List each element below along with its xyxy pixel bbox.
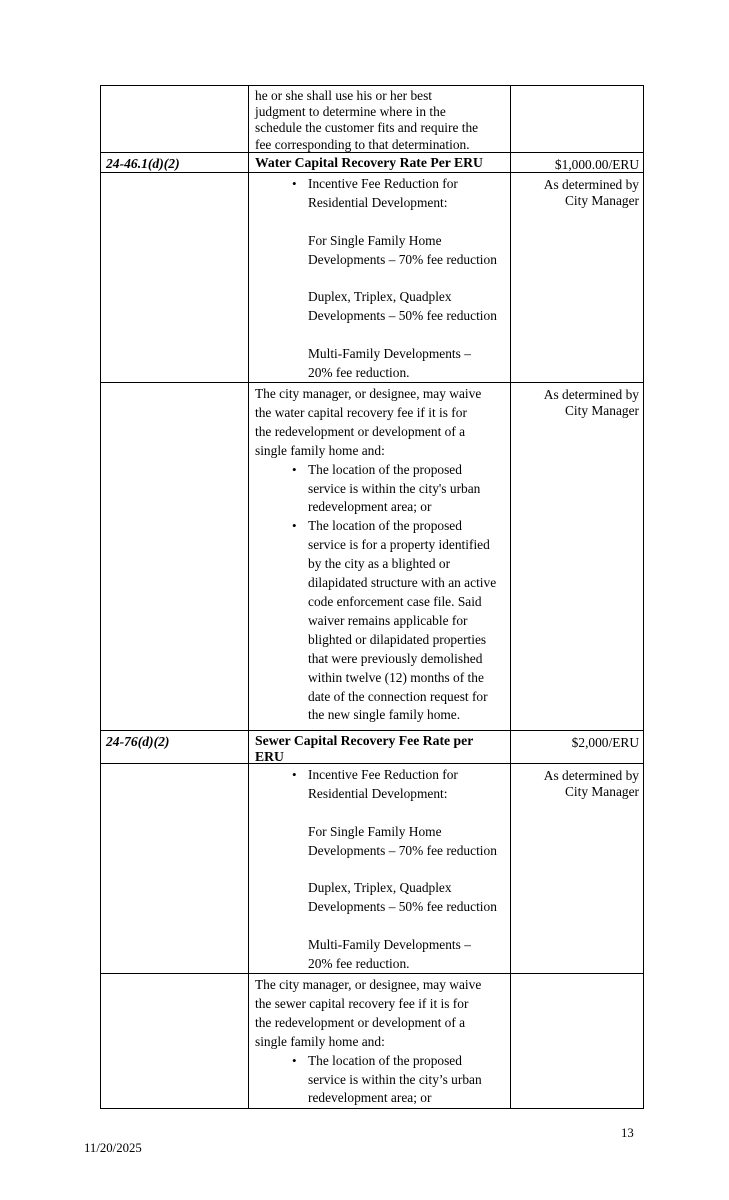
text-line: service is within the city's urban [308,480,481,496]
paragraph [308,823,507,861]
bullet-icon: • [292,176,297,191]
text-line: The city manager, or designee, may waive [255,386,482,401]
bullet-item [255,461,507,518]
text-line: Sewer Capital Recovery Fee Rate per [255,733,474,748]
bullet-item [255,517,507,725]
text-line: Residential Development: [308,785,448,801]
text-line: The location of the proposed [308,1052,462,1068]
code-cell: 24-46.1(d)(2) [101,153,249,173]
bullet-icon: • [292,767,297,782]
text-line: Multi-Family Developments – [308,346,471,362]
description-cell [249,974,511,1109]
text-line: within twelve (12) months of the [308,669,484,685]
paragraph [255,88,507,153]
text-line: The location of the proposed [308,518,462,534]
text-line: dilapidated structure with an active [308,575,497,591]
row-heading [255,155,507,171]
fee-cell [511,86,644,153]
code-cell [101,173,249,383]
text-line: the sewer capital recovery fee if it is for [255,995,469,1011]
paragraph [308,879,507,917]
text-line: ERU [255,749,284,764]
fee-value [513,735,639,751]
description-cell [249,173,511,383]
text-line: Incentive Fee Reduction for [308,176,458,191]
code-cell: 24-76(d)(2) [101,731,249,764]
text-line: the redevelopment or development of a [255,1014,466,1030]
text-line: Developments – 50% fee reduction [308,308,497,324]
description-cell [249,383,511,731]
footer-date: 11/20/2025 [84,1141,142,1155]
paragraph [255,385,507,461]
text-line: The city manager, or designee, may waive [255,977,482,992]
text-line: single family home and: [255,1033,385,1049]
text-line: by the city as a blighted or [308,556,451,572]
text-line: 20% fee reduction. [308,956,410,972]
text-line: Developments – 50% fee reduction [308,899,497,915]
text-line: Developments – 70% fee reduction [308,842,497,858]
text-line: For Single Family Home [308,823,442,839]
text-line: the redevelopment or development of a [255,423,466,439]
code-cell [101,974,249,1109]
description-cell [249,153,511,173]
bullet-icon: • [292,518,297,534]
fee-cell [511,974,644,1109]
bullet-text [308,1052,507,1109]
bullet-icon: • [292,461,297,477]
text-line: service is for a property identified [308,537,490,553]
text-line: redevelopment area; or [308,499,432,515]
bullet-item [255,175,507,213]
text-line: $2,000/ERU [571,735,639,750]
text-line: that were previously demolished [308,650,483,666]
row-heading [255,733,507,764]
fee-cell [511,153,644,173]
text-line: waiver remains applicable for [308,612,468,628]
text-line: fee corresponding to that determination. [255,136,470,152]
text-line: As determined by [543,768,639,783]
bullet-icon: • [292,1052,297,1068]
text-line: code enforcement case file. Said [308,593,482,609]
bullet-text [308,175,507,213]
fee-cell [511,764,644,974]
text-line: Multi-Family Developments – [308,937,471,953]
text-line: For Single Family Home [308,232,442,248]
fee-cell [511,173,644,383]
paragraph [308,232,507,270]
paragraph [308,345,507,383]
bullet-text [308,766,507,804]
text-line: $1,000.00/ERU [554,157,639,172]
text-line: As determined by [543,387,639,402]
paragraph [308,288,507,326]
bullet-text [308,461,507,518]
fee-schedule-table [100,85,644,1109]
text-line: redevelopment area; or [308,1090,432,1106]
code-cell [101,764,249,974]
text-line: the water capital recovery fee if it is for [255,404,467,420]
text-line: single family home and: [255,442,385,458]
text-line: The location of the proposed [308,461,462,477]
bullet-item [255,1052,507,1109]
text-line: Water Capital Recovery Rate Per ERU [255,155,483,170]
page-number: 13 [621,1126,634,1140]
text-line: City Manager [564,402,639,418]
description-cell [249,86,511,153]
text-line: Duplex, Triplex, Quadplex [308,289,452,305]
text-line: City Manager [564,192,639,208]
text-line: Residential Development: [308,194,448,210]
text-line: service is within the city’s urban [308,1071,482,1087]
bullet-text [308,517,507,725]
fee-cell [511,731,644,764]
description-cell [249,731,511,764]
text-line: Developments – 70% fee reduction [308,251,497,267]
text-line: Duplex, Triplex, Quadplex [308,880,452,896]
fee-value [513,768,639,800]
text-line: the new single family home. [308,707,461,723]
fee-value [513,177,639,209]
fee-cell [511,383,644,731]
text-line: judgment to determine where in the [255,104,446,120]
text-line: blighted or dilapidated properties [308,631,487,647]
code-cell [101,383,249,731]
text-line: 20% fee reduction. [308,365,410,381]
text-line: As determined by [543,177,639,192]
fee-value [513,157,639,173]
paragraph [255,976,507,1052]
text-line: Incentive Fee Reduction for [308,767,458,782]
description-cell [249,764,511,974]
text-line: City Manager [564,783,639,799]
text-line: schedule the customer fits and require the [255,120,479,136]
text-line: he or she shall use his or her best [255,88,433,103]
code-cell [101,86,249,153]
text-line: date of the connection request for [308,688,488,704]
bullet-item [255,766,507,804]
paragraph [308,936,507,974]
fee-value [513,387,639,419]
